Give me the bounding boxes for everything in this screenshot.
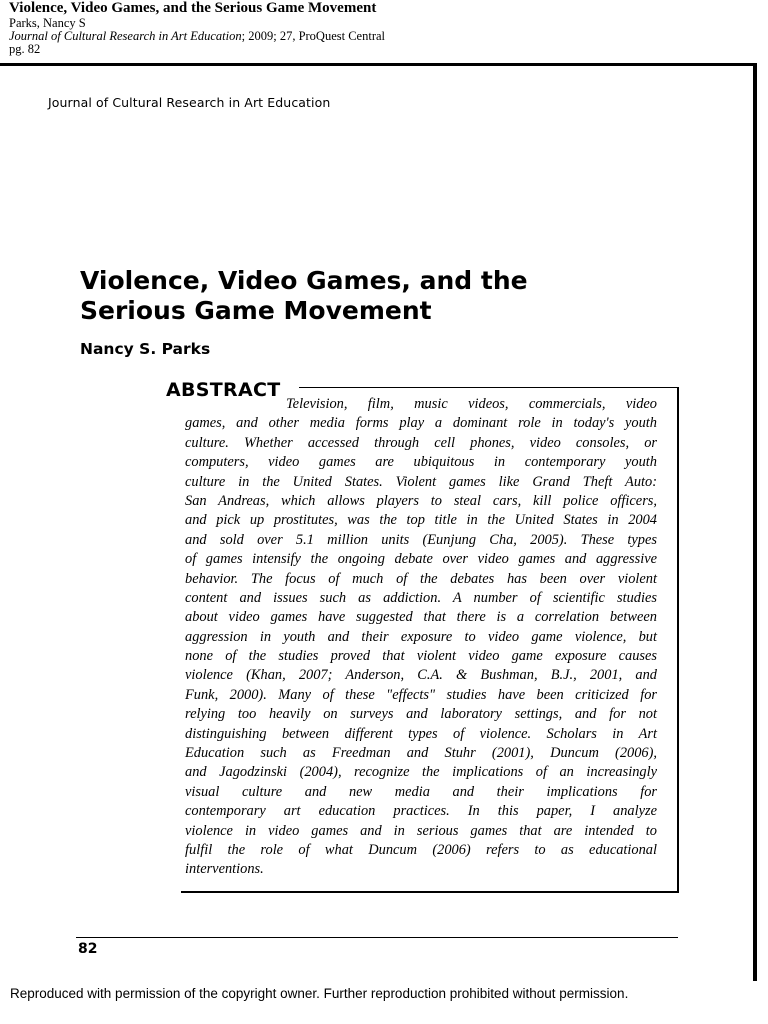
- abstract-line: and pick up prostitutes, was the top title in the United States in 2004: [185, 512, 657, 529]
- abstract-line: of games intensify the ongoing debate over video games and aggressive: [185, 551, 657, 568]
- footer-rule: [76, 937, 678, 938]
- article-title: [80, 266, 720, 326]
- page-number: 82: [78, 941, 98, 957]
- citation-details: ; 2009; 27, ProQuest Central: [241, 29, 386, 43]
- abstract-box-top-rule: [299, 387, 677, 388]
- citation-title: Violence, Video Games, and the Serious Game Movement: [9, 0, 377, 16]
- abstract-line: fulfil the role of what Duncum (2006) refers to as educational: [185, 841, 657, 858]
- abstract-line: violence in video games and in serious games that are intended to: [185, 822, 657, 839]
- abstract-line: behavior. The focus of much of the debates has been over violent: [185, 570, 657, 587]
- abstract-line: about video games have suggested that there is a correlation between: [185, 609, 657, 626]
- abstract-line: visual culture and new media and their implications for: [185, 783, 657, 800]
- permission-notice: Reproduced with permission of the copyright owner. Further reproduction prohibited without permission.: [10, 986, 629, 1001]
- abstract-text: [185, 395, 657, 880]
- article-title-line-1: Violence, Video Games, and the: [80, 266, 528, 295]
- citation-source: [9, 30, 759, 43]
- abstract-line: violence (Khan, 2007; Anderson, C.A. & Bushman, B.J., 2001, and: [185, 667, 657, 684]
- article-title-line-2: Serious Game Movement: [80, 296, 432, 325]
- abstract-line: and sold over 5.1 million units (Eunjung Cha, 2005). These types: [185, 531, 657, 548]
- abstract-heading: ABSTRACT: [166, 379, 281, 401]
- citation-author: Parks, Nancy S: [9, 16, 86, 30]
- abstract-line: distinguishing between different types of violence. Scholars in Art: [185, 725, 657, 742]
- citation-header: [9, 0, 759, 56]
- abstract-line: games, and other media forms play a dominant role in today's youth: [185, 415, 657, 432]
- abstract-line: interventions.: [185, 861, 264, 878]
- abstract-line: culture. Whether accessed through cell phones, video consoles, or: [185, 434, 657, 451]
- abstract-line: Education such as Freedman and Stuhr (2001), Duncum (2006),: [185, 745, 657, 762]
- abstract-line: computers, video games are ubiquitous in contemporary youth: [185, 454, 657, 471]
- abstract-line: San Andreas, which allows players to steal cars, kill police officers,: [185, 492, 657, 509]
- abstract-line: aggression in youth and their exposure to video game violence, but: [185, 628, 657, 645]
- abstract-line: contemporary art education practices. In this paper, I analyze: [185, 803, 657, 820]
- abstract-line: relying too heavily on surveys and laboratory settings, and for not: [185, 706, 657, 723]
- running-head: Journal of Cultural Research in Art Education: [48, 95, 331, 110]
- citation-journal: Journal of Cultural Research in Art Education: [9, 29, 242, 43]
- abstract-line: content and issues such as addiction. A number of scientific studies: [185, 589, 657, 606]
- abstract-line: culture in the United States. Violent games like Grand Theft Auto:: [185, 473, 657, 490]
- citation-page: pg. 82: [9, 42, 41, 56]
- abstract-line: Funk, 2000). Many of these "effects" studies have been criticized for: [185, 686, 657, 703]
- abstract-line: and Jagodzinski (2004), recognize the implications of an increasingly: [185, 764, 657, 781]
- abstract-line: none of the studies proved that violent video game exposure causes: [185, 648, 657, 665]
- article-author: Nancy S. Parks: [80, 340, 211, 358]
- abstract-line: Television, film, music videos, commercials, video: [286, 396, 657, 412]
